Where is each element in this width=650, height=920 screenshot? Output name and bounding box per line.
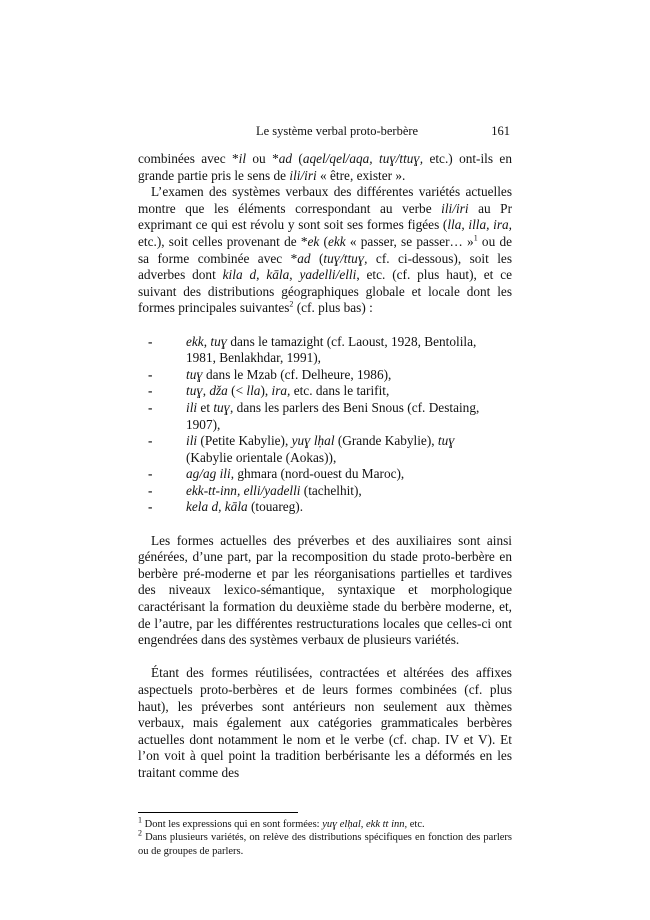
text-run: , etc. (cf. plus haut), et ce suivant des distributions géographiques globale et locale dont les formes principales suivantes [138, 267, 512, 316]
text-run: ), [260, 383, 272, 399]
text-run: Dans plusieurs variétés, on relève des distributions spécifiques en fonction des parlers ou de groupes de parlers. [138, 832, 512, 857]
italic-term: aqel/qel/aqa, tuɣ/ttuɣ, [302, 151, 424, 166]
italic-term: yuɣ elḥal, ekk tt inn, [322, 818, 408, 830]
italic-term: ek [307, 233, 320, 249]
text-run: ( [319, 233, 328, 249]
italic-term: lla [246, 383, 261, 399]
italic-term: tuɣ [210, 333, 228, 349]
dash-bullet: - [148, 399, 153, 415]
footnote [138, 815, 512, 832]
italic-term: tuɣ [437, 433, 455, 449]
page-content [138, 151, 512, 858]
text-run: etc. dans le tarifit, [290, 383, 390, 399]
list-item [148, 499, 512, 516]
text-run: ou de sa forme combinée avec * [138, 233, 513, 266]
list-item [148, 466, 512, 483]
footnote-ref: 2 [138, 828, 142, 838]
text-run: ( [292, 151, 303, 166]
text-run: combinées avec * [138, 151, 239, 166]
italic-term: yuɣ lḥal [291, 433, 335, 449]
italic-term: ili/iri [441, 200, 469, 216]
paragraph [138, 151, 512, 184]
footnote-ref: 2 [289, 299, 294, 309]
list-item [148, 383, 512, 400]
text-run: cf. ci-dessous), soit les adverbes dont [138, 250, 512, 283]
italic-term: kela d, kāla [186, 499, 248, 515]
text-run: etc.) ont-ils en grande partie pris le sens de [138, 151, 512, 183]
dash-bullet: - [148, 366, 153, 382]
text-run: dans le tamazight (cf. Laoust, 1928, Bentolila, 1981, Benlakhdar, 1991), [186, 333, 477, 366]
italic-term: ili [186, 433, 198, 449]
italic-term: tuɣ/ttuɣ, [323, 250, 368, 266]
footnotes [138, 815, 512, 859]
text-run: , dans les parlers des Beni Snous (cf. Destaing, 1907), [186, 399, 480, 432]
paragraph [138, 665, 512, 781]
text-run: L’examen des systèmes verbaux des différentes variétés actuelles montre que les éléments correspondant au verbe [138, 184, 512, 216]
italic-term: il [238, 151, 247, 166]
italic-term: tuɣ [213, 399, 231, 415]
text-run: « passer, se passer… » [345, 233, 474, 249]
text-run: Dont les expressions qui en sont formées: [142, 818, 323, 830]
text-run: etc. [407, 818, 425, 830]
text-run: (< [227, 383, 247, 399]
italic-term: kila d, [222, 267, 260, 283]
running-header [138, 124, 512, 140]
running-title: Le système verbal proto-berbère [256, 124, 419, 138]
text-run: (touareg). [247, 499, 304, 515]
italic-term: lla, illa, ira, [447, 217, 512, 233]
italic-term: ekk [327, 233, 346, 249]
body-text [138, 151, 512, 782]
footnote-ref: 1 [138, 815, 142, 825]
text-run: (Petite Kabylie), [197, 433, 292, 449]
forms-list [138, 334, 512, 517]
text-run: ou * [246, 151, 279, 166]
paragraph [138, 184, 512, 317]
text-run: ( [310, 250, 324, 266]
text-run: Étant des formes réutilisées, contractées et altérées des affixes aspectuels proto-berbères et de leurs formes combinées (cf. plus haut), les préverbes sont antérieurs non seulement aux thèmes verbaux, mais également aux catégories grammaticales berbères actuelles dont notamment le nom et le verbe (cf. chap. IV et V). Et l’on voit à quel point la tradition berbérisante les a déformés en les traitant comme des [138, 665, 512, 780]
paragraphs-before-list [138, 151, 512, 317]
italic-term: dža [209, 383, 228, 399]
dash-bullet: - [148, 333, 153, 349]
text-run: , ghmara (nord-ouest du Maroc), [230, 466, 405, 482]
italic-term: ad [297, 250, 311, 266]
text-run: au Pr exprimant ce qui est révolu y sont soit ses formes figées ( [138, 200, 512, 233]
text-run: etc.), soit celles provenant de * [138, 233, 308, 249]
footnote [138, 828, 512, 858]
dash-bullet: - [148, 383, 153, 399]
text-run: dans le Mzab (cf. Delheure, 1986), [202, 366, 392, 382]
page-number: 161 [491, 124, 510, 138]
italic-term: ili/iri [289, 167, 317, 183]
text-run: Les formes actuelles des préverbes et des auxiliaires sont ainsi générées, d’une part, par la recomposition du stade proto-berbère en berbère pré-moderne et par les réorganisations partielles et tardives des niveaux lexico-sémantique, syntaxique et morphologique caractérisant la formation du deuxième stade du berbère moderne, et, de l’autre, par les différentes restructurations locales que celles-ci ont engendrées dans des systèmes verbaux de plusieurs variétés. [138, 532, 512, 648]
list-item [148, 399, 512, 433]
text-run: et [197, 399, 214, 415]
footnote-separator [138, 812, 298, 813]
dash-bullet: - [148, 482, 153, 498]
italic-term: ira, [271, 383, 291, 399]
text-run: , [203, 333, 211, 349]
paragraph [138, 533, 512, 649]
list-item [148, 482, 512, 500]
dash-bullet: - [148, 499, 153, 515]
text-run: , [289, 267, 300, 283]
italic-term: tuɣ [186, 366, 203, 382]
italic-term: tuɣ [186, 383, 203, 399]
text-run: « être, exister ». [316, 167, 406, 183]
text-run: (tachelhit), [300, 482, 362, 498]
text-run: , [202, 383, 210, 399]
list-item [148, 366, 512, 384]
text-run: (cf. plus bas) : [293, 300, 373, 316]
italic-term: ili [186, 399, 198, 415]
list-item [148, 433, 512, 466]
dash-bullet: - [148, 466, 153, 482]
italic-term: ag/ag ili [186, 466, 231, 482]
italic-term: kāla [266, 267, 290, 283]
italic-term: ekk-tt-inn, elli/yadelli [186, 482, 301, 498]
footnote-ref: 1 [473, 233, 478, 243]
text-run: (Kabylie orientale (Aokas)), [186, 449, 337, 465]
italic-term: yadelli/elli [299, 267, 357, 283]
dash-bullet: - [148, 433, 153, 449]
list-item [148, 333, 512, 367]
italic-term: ad [278, 151, 293, 166]
paragraphs-after-list [138, 533, 512, 782]
italic-term: ekk [186, 333, 204, 349]
text-run: (Grande Kabylie), [334, 433, 438, 449]
